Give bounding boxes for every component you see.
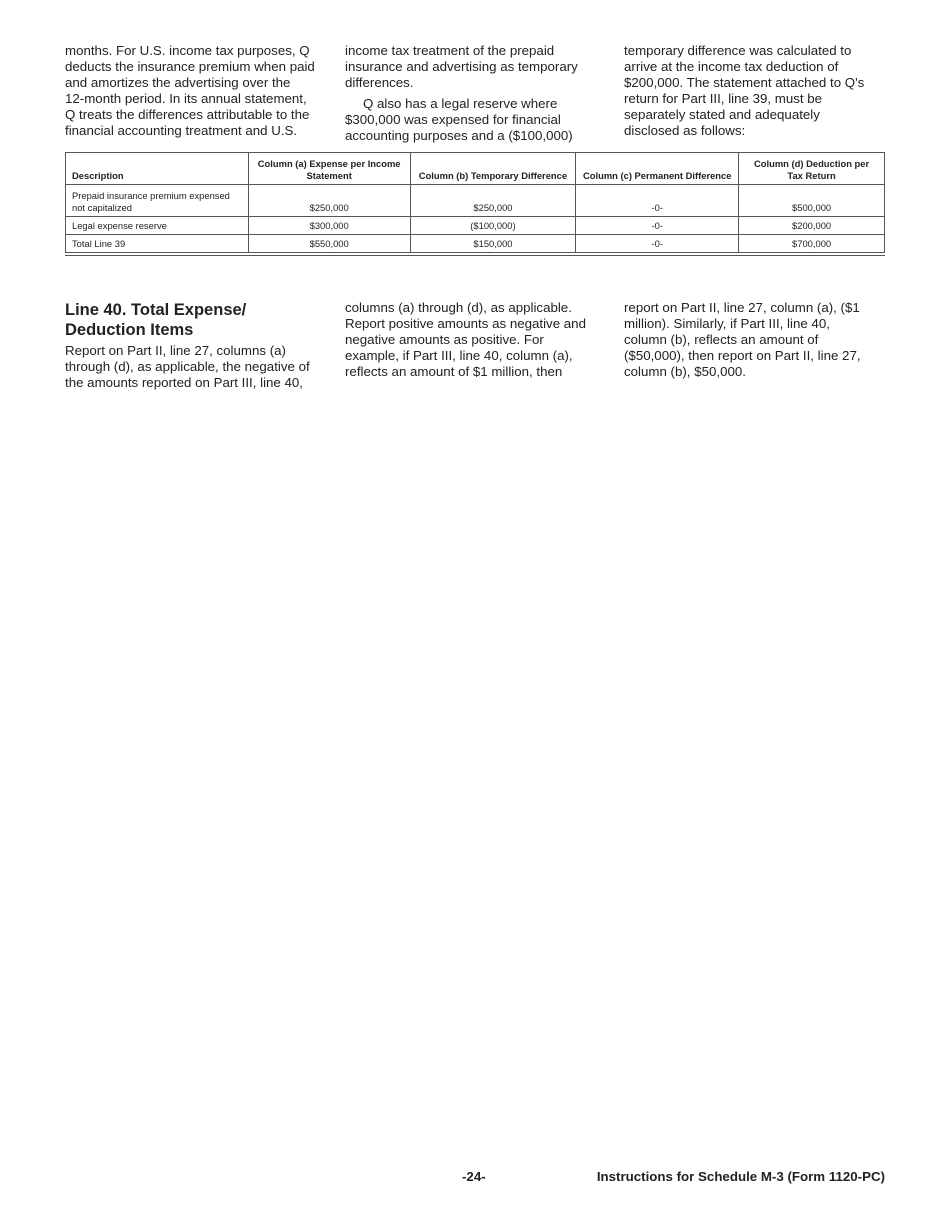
- cell-column-a: $300,000: [248, 217, 410, 235]
- paragraph: months. For U.S. income tax purposes, Q deducts the insurance premium when paid and amortizes the advertising over the 12-month period. In its annual statement, Q treats the differences attributable to the financial accounting treatment and U.S.: [65, 43, 315, 138]
- section-column-1: [65, 300, 327, 391]
- section-column-3: [624, 300, 886, 380]
- paragraph: report on Part II, line 27, column (a), ($1 million). Similarly, if Part III, line 40, column (b), reflects an amount of ($50,000), then report on Part II, line 27, column (b), $50,000.: [624, 300, 861, 379]
- cell-column-c: -0-: [576, 185, 739, 217]
- text-column-1: [65, 43, 333, 139]
- section-column-2: [345, 300, 607, 380]
- section-heading: Line 40. Total Expense/ Deduction Items: [65, 301, 247, 339]
- cell-column-b: $250,000: [410, 185, 576, 217]
- text-column-2: [345, 43, 607, 144]
- header-column-c: Column (c) Permanent Difference: [576, 153, 739, 185]
- table-header-row: [66, 153, 885, 185]
- cell-column-d: $200,000: [739, 217, 885, 235]
- paragraph: columns (a) through (d), as applicable. Report positive amounts as negative and negative amounts as positive. For example, if Part III, line 40, column (a), reflects an amount of $1 million, then: [345, 300, 586, 379]
- cell-column-b: ($100,000): [410, 217, 576, 235]
- cell-description: Legal expense reserve: [66, 217, 249, 235]
- paragraph: temporary difference was calculated to arrive at the income tax deduction of $200,000. The statement attached to Q's return for Part III, line 39, must be separately stated and adequately disclosed as follows:: [624, 43, 865, 138]
- table-row: [66, 217, 885, 235]
- footer-title: Instructions for Schedule M-3 (Form 1120-PC): [596, 1169, 885, 1184]
- cell-description: Total Line 39: [66, 235, 249, 255]
- paragraph: Report on Part II, line 27, columns (a) through (d), as applicable, the negative of the amounts reported on Part III, line 40,: [65, 343, 310, 390]
- header-description: Description: [66, 153, 249, 185]
- cell-column-a: $250,000: [248, 185, 410, 217]
- page-number: -24-: [462, 1169, 486, 1184]
- cell-column-d: $500,000: [739, 185, 885, 217]
- header-column-d: Column (d) Deduction per Tax Return: [739, 153, 885, 185]
- cell-column-a: $550,000: [248, 235, 410, 255]
- header-column-a: Column (a) Expense per Income Statement: [248, 153, 410, 185]
- table-row: [66, 185, 885, 217]
- text-column-3: [624, 43, 886, 139]
- table-row-total: [66, 235, 885, 255]
- cell-column-b: $150,000: [410, 235, 576, 255]
- cell-column-c: -0-: [576, 235, 739, 255]
- paragraph: income tax treatment of the prepaid insurance and advertising as temporary differences.: [345, 43, 578, 90]
- cell-description: Prepaid insurance premium expensed not capitalized: [66, 185, 249, 217]
- header-column-b: Column (b) Temporary Difference: [410, 153, 576, 185]
- cell-column-c: -0-: [576, 217, 739, 235]
- cell-column-d: $700,000: [739, 235, 885, 255]
- paragraph: Q also has a legal reserve where $300,000 was expensed for financial accounting purposes and a ($100,000): [345, 96, 573, 143]
- line-39-table: [65, 152, 885, 256]
